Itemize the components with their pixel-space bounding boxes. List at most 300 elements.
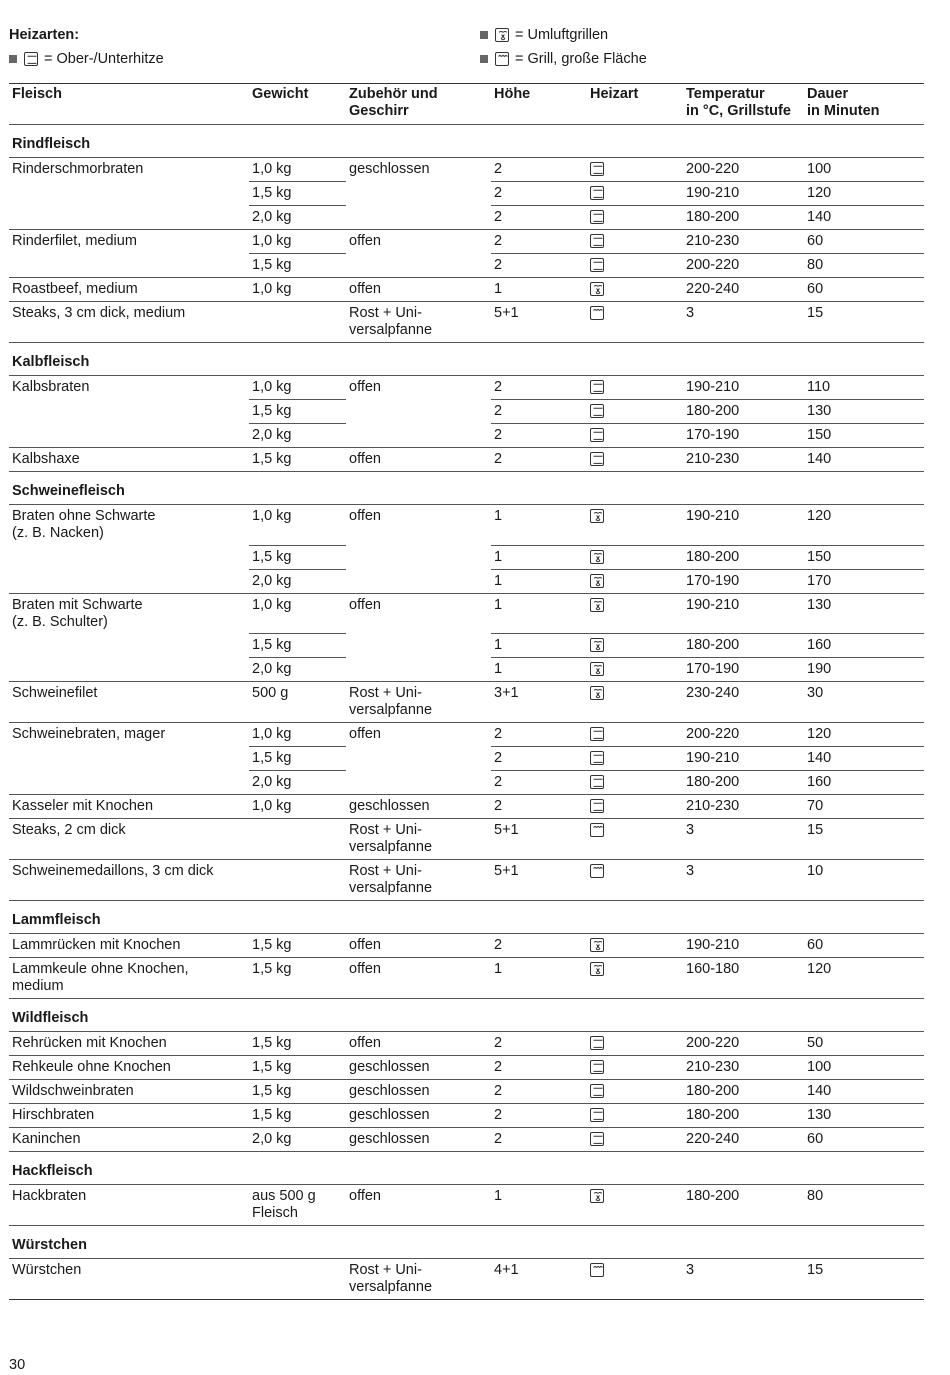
- ober-unterhitze-icon: [590, 775, 604, 789]
- cell-heizart: [587, 569, 683, 593]
- cell-zubehoer: [346, 400, 491, 424]
- cell-heizart: [587, 505, 683, 546]
- cell-gewicht: 2,0 kg: [249, 424, 346, 448]
- cell-dauer: 15: [804, 302, 924, 343]
- cell-hoehe: 1: [491, 505, 587, 546]
- umluftgrillen-icon: [590, 282, 604, 296]
- cell-temperatur: 3: [683, 1259, 804, 1300]
- cell-temperatur: 190-210: [683, 376, 804, 400]
- meat-roasting-table: [9, 83, 924, 1300]
- cell-temperatur: 3: [683, 302, 804, 343]
- cell-hoehe: 1: [491, 958, 587, 999]
- cell-fleisch: Lammrücken mit Knochen: [9, 934, 249, 958]
- cell-fleisch: [9, 182, 249, 206]
- cell-heizart: [587, 1259, 683, 1300]
- cell-temperatur: 220-240: [683, 1128, 804, 1152]
- cell-temperatur: 190-210: [683, 182, 804, 206]
- cell-gewicht: 2,0 kg: [249, 771, 346, 795]
- cell-fleisch: Wildschweinbraten: [9, 1080, 249, 1104]
- cell-heizart: [587, 1128, 683, 1152]
- cell-temperatur: 210-230: [683, 230, 804, 254]
- cell-temperatur: 210-230: [683, 795, 804, 819]
- table-row: [9, 934, 924, 958]
- header-heizart: Heizart: [587, 84, 683, 125]
- cell-gewicht: 1,5 kg: [249, 634, 346, 658]
- category-title: Schweinefleisch: [9, 472, 924, 505]
- cell-zubehoer: Rost + Uni- versalpfanne: [346, 302, 491, 343]
- cell-heizart: [587, 448, 683, 472]
- cell-dauer: 60: [804, 230, 924, 254]
- cell-zubehoer: [346, 206, 491, 230]
- cell-hoehe: 2: [491, 424, 587, 448]
- cell-gewicht: 1,5 kg: [249, 254, 346, 278]
- cell-zubehoer: offen: [346, 958, 491, 999]
- umluftgrillen-icon: [590, 574, 604, 588]
- cell-zubehoer: offen: [346, 934, 491, 958]
- cell-fleisch: [9, 424, 249, 448]
- cell-dauer: 15: [804, 819, 924, 860]
- cell-heizart: [587, 254, 683, 278]
- cell-dauer: 190: [804, 658, 924, 682]
- cell-gewicht: [249, 860, 346, 901]
- ober-unterhitze-icon: [590, 428, 604, 442]
- cell-gewicht: 2,0 kg: [249, 1128, 346, 1152]
- cell-gewicht: 1,0 kg: [249, 505, 346, 546]
- cell-zubehoer: offen: [346, 376, 491, 400]
- cell-fleisch: Kasseler mit Knochen: [9, 795, 249, 819]
- ober-unterhitze-icon: [590, 186, 604, 200]
- cell-hoehe: 2: [491, 934, 587, 958]
- umluftgrillen-icon: [590, 662, 604, 676]
- cell-temperatur: 200-220: [683, 723, 804, 747]
- cell-dauer: 150: [804, 424, 924, 448]
- cell-hoehe: 2: [491, 795, 587, 819]
- table-row: [9, 795, 924, 819]
- cell-zubehoer: offen: [346, 230, 491, 254]
- cell-heizart: [587, 230, 683, 254]
- cell-fleisch: [9, 254, 249, 278]
- cell-temperatur: 210-230: [683, 448, 804, 472]
- cell-dauer: 120: [804, 182, 924, 206]
- cell-zubehoer: offen: [346, 505, 491, 546]
- table-row: [9, 182, 924, 206]
- cell-hoehe: 2: [491, 254, 587, 278]
- cell-hoehe: 2: [491, 1128, 587, 1152]
- cell-dauer: 100: [804, 1056, 924, 1080]
- table-row: [9, 958, 924, 999]
- grill-grosse-flaeche-icon: [590, 823, 604, 837]
- header-dauer: Dauer in Minuten: [804, 84, 924, 125]
- cell-gewicht: 1,0 kg: [249, 230, 346, 254]
- category-title: Kalbfleisch: [9, 343, 924, 376]
- cell-dauer: 130: [804, 400, 924, 424]
- cell-zubehoer: [346, 569, 491, 593]
- ober-unterhitze-icon: [590, 727, 604, 741]
- cell-zubehoer: offen: [346, 1032, 491, 1056]
- cell-temperatur: 180-200: [683, 1104, 804, 1128]
- header-zubehoer: Zubehör und Geschirr: [346, 84, 491, 125]
- cell-temperatur: 170-190: [683, 658, 804, 682]
- cell-temperatur: 170-190: [683, 569, 804, 593]
- cell-hoehe: 1: [491, 658, 587, 682]
- cell-gewicht: aus 500 g Fleisch: [249, 1185, 346, 1226]
- cell-hoehe: 2: [491, 400, 587, 424]
- cell-temperatur: 180-200: [683, 400, 804, 424]
- ober-unterhitze-icon: [590, 234, 604, 248]
- cell-heizart: [587, 860, 683, 901]
- cell-temperatur: 180-200: [683, 771, 804, 795]
- cell-heizart: [587, 424, 683, 448]
- cell-heizart: [587, 771, 683, 795]
- grill-grosse-flaeche-icon: [590, 306, 604, 320]
- ober-unterhitze-icon: [590, 1060, 604, 1074]
- cell-heizart: [587, 376, 683, 400]
- cell-dauer: 15: [804, 1259, 924, 1300]
- grill-grosse-flaeche-icon: [590, 864, 604, 878]
- category-row: [9, 125, 924, 158]
- cell-hoehe: 2: [491, 1080, 587, 1104]
- table-row: [9, 1259, 924, 1300]
- umluftgrillen-icon: [495, 28, 509, 42]
- bullet-icon: [480, 31, 488, 39]
- grill-grosse-flaeche-icon: [495, 52, 509, 66]
- table-row: [9, 230, 924, 254]
- cell-fleisch: Steaks, 2 cm dick: [9, 819, 249, 860]
- cell-temperatur: 180-200: [683, 1080, 804, 1104]
- cell-dauer: 160: [804, 634, 924, 658]
- cell-temperatur: 210-230: [683, 1056, 804, 1080]
- cell-zubehoer: [346, 545, 491, 569]
- table-row: [9, 658, 924, 682]
- cell-heizart: [587, 278, 683, 302]
- cell-fleisch: Braten ohne Schwarte (z. B. Nacken): [9, 505, 249, 546]
- cell-dauer: 120: [804, 505, 924, 546]
- cell-dauer: 60: [804, 934, 924, 958]
- cell-zubehoer: [346, 747, 491, 771]
- table-row: [9, 860, 924, 901]
- cell-temperatur: 190-210: [683, 505, 804, 546]
- cell-fleisch: Rinderschmorbraten: [9, 158, 249, 182]
- cell-hoehe: 3+1: [491, 682, 587, 723]
- cell-gewicht: [249, 819, 346, 860]
- cell-temperatur: 180-200: [683, 1185, 804, 1226]
- cell-dauer: 10: [804, 860, 924, 901]
- cell-dauer: 60: [804, 278, 924, 302]
- bullet-icon: [9, 55, 17, 63]
- ober-unterhitze-icon: [590, 380, 604, 394]
- table-row: [9, 424, 924, 448]
- cell-temperatur: 190-210: [683, 747, 804, 771]
- cell-hoehe: 1: [491, 593, 587, 634]
- category-row: [9, 901, 924, 934]
- legend-label-ober-unterhitze: = Ober-/Unterhitze: [44, 51, 164, 67]
- bullet-icon: [480, 55, 488, 63]
- category-title: Hackfleisch: [9, 1152, 924, 1185]
- legend-label-grill-grosse-flaeche: = Grill, große Fläche: [515, 51, 647, 67]
- cell-fleisch: Braten mit Schwarte (z. B. Schulter): [9, 593, 249, 634]
- category-row: [9, 472, 924, 505]
- cell-fleisch: Roastbeef, medium: [9, 278, 249, 302]
- cell-dauer: 80: [804, 254, 924, 278]
- cell-fleisch: Rinderfilet, medium: [9, 230, 249, 254]
- cell-heizart: [587, 545, 683, 569]
- cell-dauer: 110: [804, 376, 924, 400]
- cell-dauer: 120: [804, 723, 924, 747]
- table-row: [9, 1128, 924, 1152]
- table-row: [9, 771, 924, 795]
- cell-dauer: 70: [804, 795, 924, 819]
- cell-zubehoer: Rost + Uni- versalpfanne: [346, 1259, 491, 1300]
- header-temperatur: Temperatur in °C, Grillstufe: [683, 84, 804, 125]
- cell-gewicht: 1,5 kg: [249, 934, 346, 958]
- cell-hoehe: 1: [491, 634, 587, 658]
- cell-hoehe: 5+1: [491, 302, 587, 343]
- legend-item-ober-unterhitze: [9, 51, 164, 67]
- cell-fleisch: Würstchen: [9, 1259, 249, 1300]
- cell-gewicht: [249, 302, 346, 343]
- cell-gewicht: 1,0 kg: [249, 795, 346, 819]
- category-row: [9, 1226, 924, 1259]
- umluftgrillen-icon: [590, 638, 604, 652]
- table-row: [9, 400, 924, 424]
- cell-gewicht: 500 g: [249, 682, 346, 723]
- cell-zubehoer: geschlossen: [346, 795, 491, 819]
- cell-hoehe: 2: [491, 1056, 587, 1080]
- cell-dauer: 100: [804, 158, 924, 182]
- table-row: [9, 158, 924, 182]
- cell-zubehoer: offen: [346, 278, 491, 302]
- ober-unterhitze-icon: [590, 1108, 604, 1122]
- cell-dauer: 170: [804, 569, 924, 593]
- table-row: [9, 747, 924, 771]
- ober-unterhitze-icon: [590, 751, 604, 765]
- cell-heizart: [587, 934, 683, 958]
- cell-temperatur: 160-180: [683, 958, 804, 999]
- ober-unterhitze-icon: [590, 452, 604, 466]
- cell-zubehoer: offen: [346, 448, 491, 472]
- cell-heizart: [587, 658, 683, 682]
- ober-unterhitze-icon: [24, 52, 38, 66]
- table-row: [9, 254, 924, 278]
- cell-hoehe: 2: [491, 376, 587, 400]
- cell-dauer: 140: [804, 747, 924, 771]
- cell-gewicht: 1,5 kg: [249, 1032, 346, 1056]
- umluftgrillen-icon: [590, 938, 604, 952]
- table-row: [9, 1080, 924, 1104]
- cell-zubehoer: geschlossen: [346, 158, 491, 182]
- cell-heizart: [587, 1032, 683, 1056]
- cell-dauer: 50: [804, 1032, 924, 1056]
- cell-heizart: [587, 302, 683, 343]
- cell-zubehoer: offen: [346, 723, 491, 747]
- cell-hoehe: 5+1: [491, 860, 587, 901]
- header-hoehe: Höhe: [491, 84, 587, 125]
- cell-dauer: 130: [804, 593, 924, 634]
- cell-zubehoer: [346, 182, 491, 206]
- cell-gewicht: 1,5 kg: [249, 1080, 346, 1104]
- umluftgrillen-icon: [590, 686, 604, 700]
- cell-zubehoer: [346, 634, 491, 658]
- cell-hoehe: 1: [491, 569, 587, 593]
- cell-hoehe: 2: [491, 771, 587, 795]
- table-row: [9, 723, 924, 747]
- cell-gewicht: 1,0 kg: [249, 723, 346, 747]
- category-row: [9, 999, 924, 1032]
- header-fleisch: Fleisch: [9, 84, 249, 125]
- ober-unterhitze-icon: [590, 1132, 604, 1146]
- ober-unterhitze-icon: [590, 162, 604, 176]
- cell-gewicht: [249, 1259, 346, 1300]
- cell-zubehoer: geschlossen: [346, 1080, 491, 1104]
- cell-heizart: [587, 795, 683, 819]
- cell-fleisch: [9, 569, 249, 593]
- table-body: [9, 125, 924, 1300]
- umluftgrillen-icon: [590, 1189, 604, 1203]
- cell-zubehoer: geschlossen: [346, 1056, 491, 1080]
- heating-legend: [9, 26, 924, 76]
- cell-hoehe: 4+1: [491, 1259, 587, 1300]
- cell-heizart: [587, 747, 683, 771]
- cell-gewicht: 1,5 kg: [249, 182, 346, 206]
- cell-gewicht: 1,5 kg: [249, 747, 346, 771]
- cell-heizart: [587, 593, 683, 634]
- cell-zubehoer: geschlossen: [346, 1104, 491, 1128]
- cell-temperatur: 200-220: [683, 1032, 804, 1056]
- cell-zubehoer: geschlossen: [346, 1128, 491, 1152]
- cell-temperatur: 230-240: [683, 682, 804, 723]
- cell-gewicht: 2,0 kg: [249, 658, 346, 682]
- cell-dauer: 150: [804, 545, 924, 569]
- cell-zubehoer: offen: [346, 1185, 491, 1226]
- category-title: Lammfleisch: [9, 901, 924, 934]
- legend-item-umluftgrillen: [480, 27, 608, 43]
- cell-gewicht: 2,0 kg: [249, 206, 346, 230]
- table-row: [9, 376, 924, 400]
- cell-fleisch: Rehkeule ohne Knochen: [9, 1056, 249, 1080]
- cell-hoehe: 2: [491, 448, 587, 472]
- cell-fleisch: Kalbsbraten: [9, 376, 249, 400]
- cell-heizart: [587, 182, 683, 206]
- cell-temperatur: 180-200: [683, 206, 804, 230]
- table-row: [9, 448, 924, 472]
- cell-fleisch: Hackbraten: [9, 1185, 249, 1226]
- cell-hoehe: 2: [491, 230, 587, 254]
- cell-fleisch: [9, 545, 249, 569]
- cell-fleisch: [9, 206, 249, 230]
- cell-fleisch: Kaninchen: [9, 1128, 249, 1152]
- cell-heizart: [587, 206, 683, 230]
- table-row: [9, 1056, 924, 1080]
- ober-unterhitze-icon: [590, 258, 604, 272]
- legend-item-grill-grosse-flaeche: [480, 51, 647, 67]
- cell-fleisch: [9, 747, 249, 771]
- table-row: [9, 682, 924, 723]
- ober-unterhitze-icon: [590, 799, 604, 813]
- cell-fleisch: Schweinemedaillons, 3 cm dick: [9, 860, 249, 901]
- cell-temperatur: 3: [683, 819, 804, 860]
- cell-zubehoer: [346, 424, 491, 448]
- cell-zubehoer: offen: [346, 593, 491, 634]
- cell-heizart: [587, 1104, 683, 1128]
- cell-hoehe: 2: [491, 1032, 587, 1056]
- cell-heizart: [587, 958, 683, 999]
- ober-unterhitze-icon: [590, 1084, 604, 1098]
- table-row: [9, 278, 924, 302]
- table-header-row: [9, 84, 924, 125]
- cell-gewicht: 1,0 kg: [249, 158, 346, 182]
- cell-fleisch: [9, 634, 249, 658]
- cell-fleisch: Kalbshaxe: [9, 448, 249, 472]
- cell-gewicht: 1,5 kg: [249, 448, 346, 472]
- cell-fleisch: Hirschbraten: [9, 1104, 249, 1128]
- cell-heizart: [587, 819, 683, 860]
- cell-gewicht: 1,5 kg: [249, 958, 346, 999]
- cell-heizart: [587, 682, 683, 723]
- cell-hoehe: 2: [491, 206, 587, 230]
- cell-hoehe: 2: [491, 158, 587, 182]
- cell-dauer: 140: [804, 206, 924, 230]
- table-row: [9, 1185, 924, 1226]
- umluftgrillen-icon: [590, 550, 604, 564]
- cell-temperatur: 180-200: [683, 634, 804, 658]
- umluftgrillen-icon: [590, 509, 604, 523]
- legend-label-umluftgrillen: = Umluftgrillen: [515, 27, 609, 43]
- cell-temperatur: 200-220: [683, 158, 804, 182]
- cell-temperatur: 190-210: [683, 934, 804, 958]
- cell-gewicht: 1,0 kg: [249, 593, 346, 634]
- umluftgrillen-icon: [590, 962, 604, 976]
- cell-temperatur: 3: [683, 860, 804, 901]
- table-row: [9, 569, 924, 593]
- cell-temperatur: 200-220: [683, 254, 804, 278]
- cell-hoehe: 1: [491, 1185, 587, 1226]
- cell-zubehoer: [346, 254, 491, 278]
- table-row: [9, 593, 924, 634]
- category-title: Wildfleisch: [9, 999, 924, 1032]
- grill-grosse-flaeche-icon: [590, 1263, 604, 1277]
- cell-hoehe: 1: [491, 278, 587, 302]
- cell-zubehoer: [346, 658, 491, 682]
- category-title: Würstchen: [9, 1226, 924, 1259]
- table-row: [9, 1104, 924, 1128]
- cell-fleisch: Schweinebraten, mager: [9, 723, 249, 747]
- cell-fleisch: Lammkeule ohne Knochen, medium: [9, 958, 249, 999]
- cell-zubehoer: Rost + Uni- versalpfanne: [346, 860, 491, 901]
- cell-gewicht: 1,5 kg: [249, 400, 346, 424]
- legend-title: Heizarten:: [9, 27, 80, 43]
- cell-dauer: 60: [804, 1128, 924, 1152]
- cell-gewicht: 1,0 kg: [249, 278, 346, 302]
- cell-gewicht: 2,0 kg: [249, 569, 346, 593]
- cell-hoehe: 5+1: [491, 819, 587, 860]
- cell-dauer: 80: [804, 1185, 924, 1226]
- cell-dauer: 160: [804, 771, 924, 795]
- page-number: 30: [9, 1357, 26, 1373]
- cell-dauer: 30: [804, 682, 924, 723]
- umluftgrillen-icon: [590, 598, 604, 612]
- cell-heizart: [587, 400, 683, 424]
- cell-hoehe: 2: [491, 723, 587, 747]
- cell-dauer: 130: [804, 1104, 924, 1128]
- cell-fleisch: Steaks, 3 cm dick, medium: [9, 302, 249, 343]
- cell-temperatur: 220-240: [683, 278, 804, 302]
- table-row: [9, 1032, 924, 1056]
- cell-hoehe: 2: [491, 1104, 587, 1128]
- cell-fleisch: Schweinefilet: [9, 682, 249, 723]
- cell-heizart: [587, 1080, 683, 1104]
- table-row: [9, 302, 924, 343]
- cell-zubehoer: Rost + Uni- versalpfanne: [346, 682, 491, 723]
